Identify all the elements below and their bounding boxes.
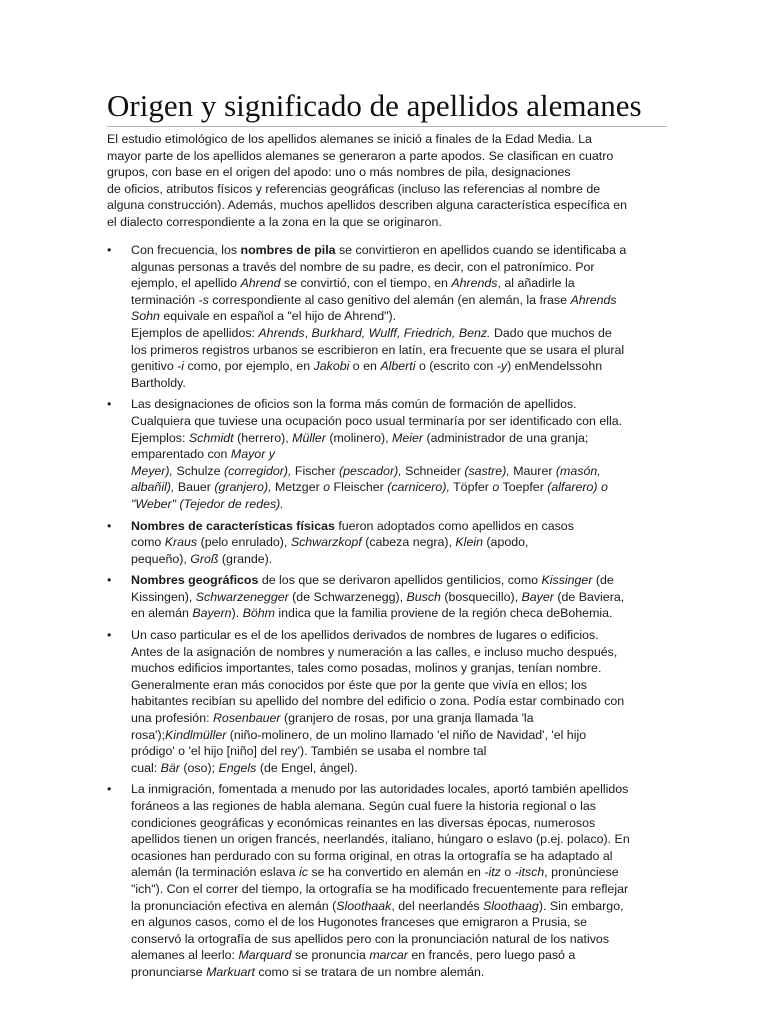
italic-text: Ahrends (570, 292, 617, 307)
text-run: o en (349, 359, 381, 374)
text-run: , (304, 325, 312, 340)
italic-text: Meyer), (131, 463, 173, 478)
italic-text: Schwarzkopf (290, 535, 362, 550)
italic-text: Engels (218, 760, 257, 775)
text-run: Maurer (509, 463, 556, 478)
text-run: Antes de la asignación de nombres y numeración a las calles, e incluso mucho después, (131, 644, 618, 659)
intro-line: de oficios, atributos físicos y referencias geográficas (incluso las referencias al nombre de (107, 181, 601, 196)
text-run: habitantes recibían su apellido del nombre del edificio o zona. Podía estar combinado con (131, 694, 625, 709)
text-run: Schulze (173, 463, 224, 478)
list-item-line (131, 964, 665, 981)
italic-text: o (492, 480, 500, 495)
text-run: se convirtieron en apellidos cuando se identificaba a (335, 243, 627, 257)
list-item-line (131, 446, 665, 463)
list-item-line (131, 308, 665, 325)
text-run: o (500, 865, 515, 880)
list-item-line (131, 693, 665, 710)
list-item-line (131, 242, 665, 259)
italic-text: -y (496, 359, 508, 374)
italic-text: Meier (392, 430, 423, 445)
text-run: (de (592, 573, 614, 588)
text-run: Generalmente eran más conocidos por éste que por la gente que vivía en ellos; los (131, 677, 587, 692)
text-run: Cualquiera que tuviese una ocupación poco usual terminaría por ser identificado con ella. (131, 413, 623, 428)
intro-line: alguna construcción). Además, muchos apellidos describen alguna característica específica en (107, 198, 628, 213)
list-item-line (131, 848, 665, 865)
text-run: Las designaciones de oficios son la forma más común de formación de apellidos. (131, 397, 577, 412)
italic-text: Jakobi (313, 359, 350, 374)
text-run: Fleischer (330, 480, 388, 495)
text-run: Bauer (174, 480, 215, 495)
list-item-line (131, 463, 665, 480)
italic-text: Bär (160, 760, 180, 775)
text-run: Un caso particular es el de los apellidos derivados de nombres de lugares o edificios. (131, 628, 599, 643)
italic-text: Schwarzenegger (195, 589, 289, 604)
italic-text: Kraus (164, 535, 198, 550)
italic-text: (corregidor), (223, 463, 292, 478)
list-item-line (131, 479, 665, 496)
intro-paragraph (107, 131, 667, 231)
italic-text: Bayern (192, 606, 232, 621)
text-run: , al añadirle la (497, 276, 575, 291)
text-run: algunas personas a través del nombre de su padre, es decir, con el patronímico. Por (131, 259, 595, 274)
page-title: Origen y significado de apellidos alemanes (107, 88, 667, 127)
text-run: la pronunciación efectiva en alemán ( (131, 898, 337, 913)
text-run: apellidos tienen un origen francés, neerlandés, italiano, húngaro o eslavo (p.ej. polaco). En (131, 832, 630, 847)
list-item-line (131, 396, 665, 413)
text-run: (cabeza negra), (361, 535, 456, 550)
text-run: equivale en español a "el hijo de Ahrend"). (159, 309, 397, 324)
text-run: Metzger (271, 480, 324, 495)
text-run: rosa'); (131, 727, 166, 742)
text-run: Ejemplos de apellidos: (131, 325, 259, 340)
text-run: Con frecuencia, los (131, 243, 241, 257)
text-run: Dado que muchos de (490, 325, 612, 340)
text-run: o (escrito con (415, 359, 497, 374)
list-item-line (131, 496, 665, 513)
text-run: conservó la ortografía de sus apellidos pero con la pronunciación natural de los nativos (131, 931, 610, 946)
italic-text: -itsch (514, 865, 545, 880)
text-run: , pronúnciese (544, 865, 619, 880)
text-run: ejemplo, el apellido (131, 276, 241, 291)
list-item-line (131, 710, 665, 727)
text-run: de los que se derivaron apellidos gentilicios, como (258, 573, 542, 588)
text-run: alemán (la terminación eslava (131, 865, 300, 880)
text-run: ). Sin embargo, (538, 898, 624, 913)
text-run: (de Baviera, (553, 589, 625, 604)
text-run: Toepfer (499, 480, 548, 495)
text-run: pródigo' o 'el hijo [niño] del rey'). También se usaba el nombre tal (131, 744, 487, 759)
text-run: (bosquecillo), (440, 589, 522, 604)
italic-text: o (323, 480, 331, 495)
italic-text: Bayer (521, 589, 554, 604)
italic-text: Sohn (131, 309, 160, 324)
text-run: (de Engel, ángel). (256, 760, 358, 775)
italic-text: Busch (406, 589, 441, 604)
list-item-line (131, 572, 665, 589)
text-run: los primeros registros urbanos se escribieron en latín, era frecuente que se usara el plural (131, 342, 625, 357)
list-item-line (131, 727, 665, 744)
list-item-line (131, 914, 665, 931)
italic-text: "Weber" (Tejedor de redes). (131, 496, 284, 511)
italic-text: Müller (292, 430, 326, 445)
text-run: (administrador de una granja; (423, 430, 589, 445)
text-run: (herrero), (233, 430, 293, 445)
text-run: como, por ejemplo, en (184, 359, 314, 374)
text-run: (niño-molinero, de un molino llamado 'el niño de Navidad', 'el hijo (226, 727, 587, 742)
bold-text: Nombres geográficos (131, 573, 259, 588)
text-run: ). (231, 606, 243, 621)
text-run: La inmigración, fomentada a menudo por las autoridades locales, aportó también apellidos (131, 782, 629, 797)
bold-text: nombres de pila (240, 243, 336, 257)
list-item-line (131, 342, 665, 359)
italic-text: Mayor y (230, 447, 275, 462)
italic-text: Rosenbauer (212, 711, 281, 726)
italic-text: Marquard (238, 948, 292, 963)
italic-text: Burkhard, Wulff, Friedrich, Benz. (311, 325, 491, 340)
text-run: indica que la familia proviene de la región checa deBohemia. (274, 606, 613, 621)
italic-text: Ahrend (240, 276, 281, 291)
text-run: se convirtió, con el tiempo, en (280, 276, 452, 291)
list-item-line (131, 947, 665, 964)
list-item-line (131, 831, 665, 848)
italic-text: ic (299, 865, 308, 880)
list-item-line (131, 275, 665, 292)
italic-text: (alfarero) o (547, 480, 608, 495)
text-run: se pronuncia (291, 948, 370, 963)
list-item-line (131, 660, 665, 677)
list-item-line (131, 864, 665, 881)
list-item (131, 781, 665, 980)
italic-text: marcar (369, 948, 408, 963)
text-run: en alemán (131, 606, 193, 621)
italic-text: Markuart (206, 964, 255, 979)
list-item-line (131, 589, 665, 606)
list-item (131, 572, 665, 622)
list-item-line (131, 413, 665, 430)
text-run: Bartholdy. (131, 375, 186, 390)
intro-line: el dialecto correspondiente a la zona en la que se originaron. (107, 214, 442, 229)
text-run: se ha convertido en alemán en (308, 865, 485, 880)
text-run: (oso); (179, 760, 219, 775)
list-item-line (131, 677, 665, 694)
text-run: (de Schwarzenegg), (288, 589, 407, 604)
italic-text: Schmidt (188, 430, 234, 445)
text-run: alemanes al leerlo: (131, 948, 239, 963)
list-item (131, 518, 665, 568)
text-run: una profesión: (131, 711, 213, 726)
intro-line: mayor parte de los apellidos alemanes se generaron a parte apodos. Se clasifican en cuatro (107, 148, 614, 163)
list-item-line (131, 259, 665, 276)
list-item-line (131, 627, 665, 644)
intro-line: grupos, con base en el origen del apodo: uno o más nombres de pila, designaciones (107, 165, 571, 180)
italic-text: (granjero), (214, 480, 272, 495)
text-run: pronunciarse (131, 964, 207, 979)
list-item-line (131, 551, 665, 568)
text-run: en algunos casos, como el de los Hugonotes franceses que emigraron a Prusia, se (131, 915, 587, 930)
italic-text: (carnicero), (387, 480, 450, 495)
italic-text: -s (198, 292, 209, 307)
text-run: terminación (131, 292, 199, 307)
list-item-line (131, 534, 665, 551)
text-run: muchos edificios importantes, tales como posadas, molinos y granjas, tenían nombre. (131, 661, 602, 676)
list-item-line (131, 292, 665, 309)
text-run: , del neerlandés (391, 898, 484, 913)
text-run: Töpfer (449, 480, 493, 495)
italic-text: Sloothaak (336, 898, 392, 913)
text-run: como (131, 535, 165, 550)
text-run: (pelo enrulado), (197, 535, 291, 550)
italic-text: Klein (455, 535, 483, 550)
text-run: como si se tratara de un nombre alemán. (254, 964, 485, 979)
italic-text: -itz (484, 865, 501, 880)
italic-text: Ahrends (258, 325, 305, 340)
list-item-line (131, 518, 665, 535)
italic-text: Kissinger (541, 573, 593, 588)
text-run: correspondiente al caso genitivo del alemán (en alemán, la frase (208, 292, 571, 307)
italic-text: Sloothaag (483, 898, 539, 913)
italic-text: Alberti (380, 359, 416, 374)
italic-text: Böhm (242, 606, 275, 621)
text-run: (molinero), (325, 430, 393, 445)
italic-text: Kindlmüller (165, 727, 227, 742)
italic-text: (masón, (555, 463, 601, 478)
text-run: (granjero de rosas, por una granja llamada 'la (280, 711, 534, 726)
text-run: "ich"). Con el correr del tiempo, la ortografía se ha modificado frecuentemente para reflejar (131, 881, 629, 896)
text-run: ) enMendelssohn (507, 359, 603, 374)
list-item-line (131, 605, 665, 622)
list-item (131, 627, 665, 776)
list-item-line (131, 325, 665, 342)
list-item-line (131, 798, 665, 815)
text-run: genitivo (131, 359, 178, 374)
list-item (131, 242, 665, 391)
italic-text: -i (177, 359, 185, 374)
list-item-line (131, 375, 665, 392)
list-item-line (131, 644, 665, 661)
text-run: Schneider (401, 463, 465, 478)
list-item-line (131, 743, 665, 760)
text-run: fueron adoptados como apellidos en casos (334, 518, 574, 533)
list-item-line (131, 898, 665, 915)
italic-text: Ahrends (451, 276, 498, 291)
list-item-line (131, 815, 665, 832)
list-item-line (131, 881, 665, 898)
list-item-line (131, 358, 665, 375)
list-item-line (131, 931, 665, 948)
list-item-line (131, 781, 665, 798)
text-run: Fischer (291, 463, 339, 478)
text-run: en francés, pero luego pasó a (407, 948, 576, 963)
italic-text: (sastre), (464, 463, 510, 478)
italic-text: (pescador), (338, 463, 402, 478)
text-run: pequeño), (131, 551, 191, 566)
text-run: (grande). (218, 551, 273, 566)
text-run: condiciones geográficas y económicas reinantes en las diversas épocas, numerosos (131, 815, 596, 830)
list-item (131, 396, 665, 512)
bullet-list (131, 242, 665, 986)
italic-text: Groß (190, 551, 219, 566)
list-item-line (131, 760, 665, 777)
text-run: cual: (131, 760, 161, 775)
bold-text: Nombres de características físicas (131, 518, 335, 533)
italic-text: albañil), (131, 480, 175, 495)
text-run: Kissingen), (131, 589, 196, 604)
text-run: Ejemplos: (131, 430, 189, 445)
text-run: (apodo, (482, 535, 529, 550)
list-item-line (131, 430, 665, 447)
intro-line: El estudio etimológico de los apellidos alemanes se inició a finales de la Edad Media. La (107, 132, 592, 146)
text-run: ocasiones han perdurado con su forma original, en otras la ortografía se ha adaptado al (131, 848, 613, 863)
text-run: emparentado con (131, 447, 231, 462)
text-run: foráneos a las regiones de habla alemana. Según cual fuere la historia regional o las (131, 799, 596, 813)
